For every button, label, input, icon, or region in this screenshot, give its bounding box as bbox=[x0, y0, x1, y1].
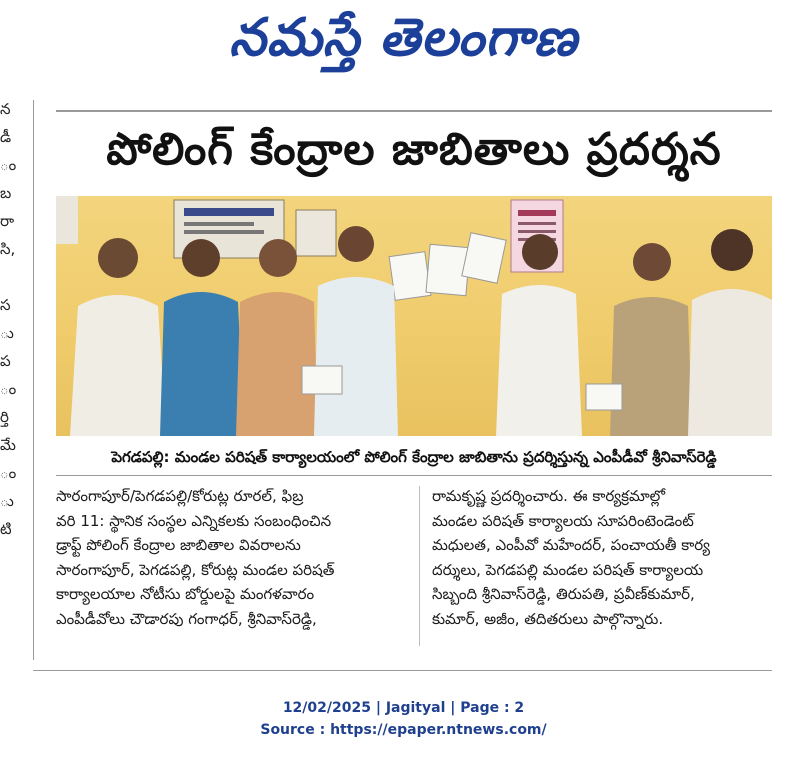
article-line: మధులత, ఎంపీవో మహేందర్, పంచాయతీ కార్య bbox=[432, 536, 711, 554]
article-column-1 bbox=[56, 484, 408, 631]
article-line: దర్శులు, పెగడపల్లి మండల పరిషత్ కార్యాలయ bbox=[432, 560, 704, 579]
adjacent-article-fragment bbox=[0, 95, 18, 670]
fragment-line: ం bbox=[0, 156, 17, 174]
caption-rule bbox=[56, 475, 772, 476]
article-headline: పోలింగ్ కేంద్రాల జాబితాలు ప్రదర్శన bbox=[106, 124, 722, 175]
news-photo bbox=[56, 196, 772, 436]
article-line: కార్యాలయాల నోటీసు బోర్డులపై మంగళవారం bbox=[56, 585, 315, 603]
newspaper-masthead: నమస్తే తెలంగాణ bbox=[229, 7, 578, 68]
fragment-line: డీ bbox=[0, 128, 12, 146]
article-line: సారంగాపూర్, పెగడపల్లి, కోరుట్ల మండల పరిషత్ bbox=[56, 560, 335, 579]
photo-caption: పెగడపల్లి: మండల పరిషత్ కార్యాలయంలో పోలింగ్ కేంద్రాల జాబితాను ప్రదర్శిస్తున్న ఎంపీడీవో శ్రీనివాస్‌రెడ్డి bbox=[111, 448, 717, 466]
fragment-line bbox=[0, 263, 18, 291]
article-bottom-rule bbox=[33, 670, 772, 671]
fragment-line: ం bbox=[0, 464, 17, 482]
article-line: ఎంపీడీవోలు చౌడారపు గంగాధర్, శ్రీనివాస్‌రెడ్డి, bbox=[56, 609, 317, 628]
news-photo-illustration bbox=[56, 196, 772, 436]
fragment-line: ప bbox=[0, 352, 11, 370]
fragment-line: రా bbox=[0, 212, 15, 230]
article-line: కుమార్, అజీం, తదితరులు పాల్గొన్నారు. bbox=[432, 609, 664, 628]
article-line: సిబ్బంది శ్రీనివాస్‌రెడ్డి, తిరుపతి, ప్రవీణ్‌కుమార్, bbox=[432, 585, 695, 603]
column-divider bbox=[33, 100, 34, 660]
fragment-line: ం bbox=[0, 380, 17, 398]
fragment-line: బ bbox=[0, 184, 12, 202]
article-line: రామకృష్ణ ప్రదర్శించారు. ఈ కార్యక్రమాల్లో bbox=[432, 487, 666, 505]
fragment-line: స bbox=[0, 296, 11, 314]
fragment-line: న bbox=[0, 100, 11, 118]
article-line: వరి 11: స్థానిక సంస్థల ఎన్నికలకు సంబంధించిన bbox=[56, 511, 332, 530]
fragment-line: సి, bbox=[0, 240, 16, 258]
source-link[interactable]: Source : https://epaper.ntnews.com/ bbox=[260, 722, 547, 738]
fragment-line: ు bbox=[0, 492, 14, 510]
article-line: సారంగాపూర్/పెగడపల్లి/కోరుట్ల రూరల్, ఫిబ్ర bbox=[56, 487, 304, 505]
column-separator bbox=[419, 486, 420, 646]
article-column-2 bbox=[432, 484, 772, 631]
article-line: డ్రాఫ్ట్ పోలింగ్ కేంద్రాల జాబితాల వివరాలను bbox=[56, 536, 301, 554]
fragment-line: టి bbox=[0, 520, 12, 538]
edition-date-line: 12/02/2025 | Jagityal | Page : 2 bbox=[282, 700, 525, 716]
fragment-line: ు bbox=[0, 324, 14, 342]
article-line: మండల పరిషత్ కార్యాలయ సూపరింటెండెంట్ bbox=[432, 511, 694, 530]
fragment-line: ర్తి bbox=[0, 408, 9, 426]
fragment-line: మే bbox=[0, 436, 16, 454]
